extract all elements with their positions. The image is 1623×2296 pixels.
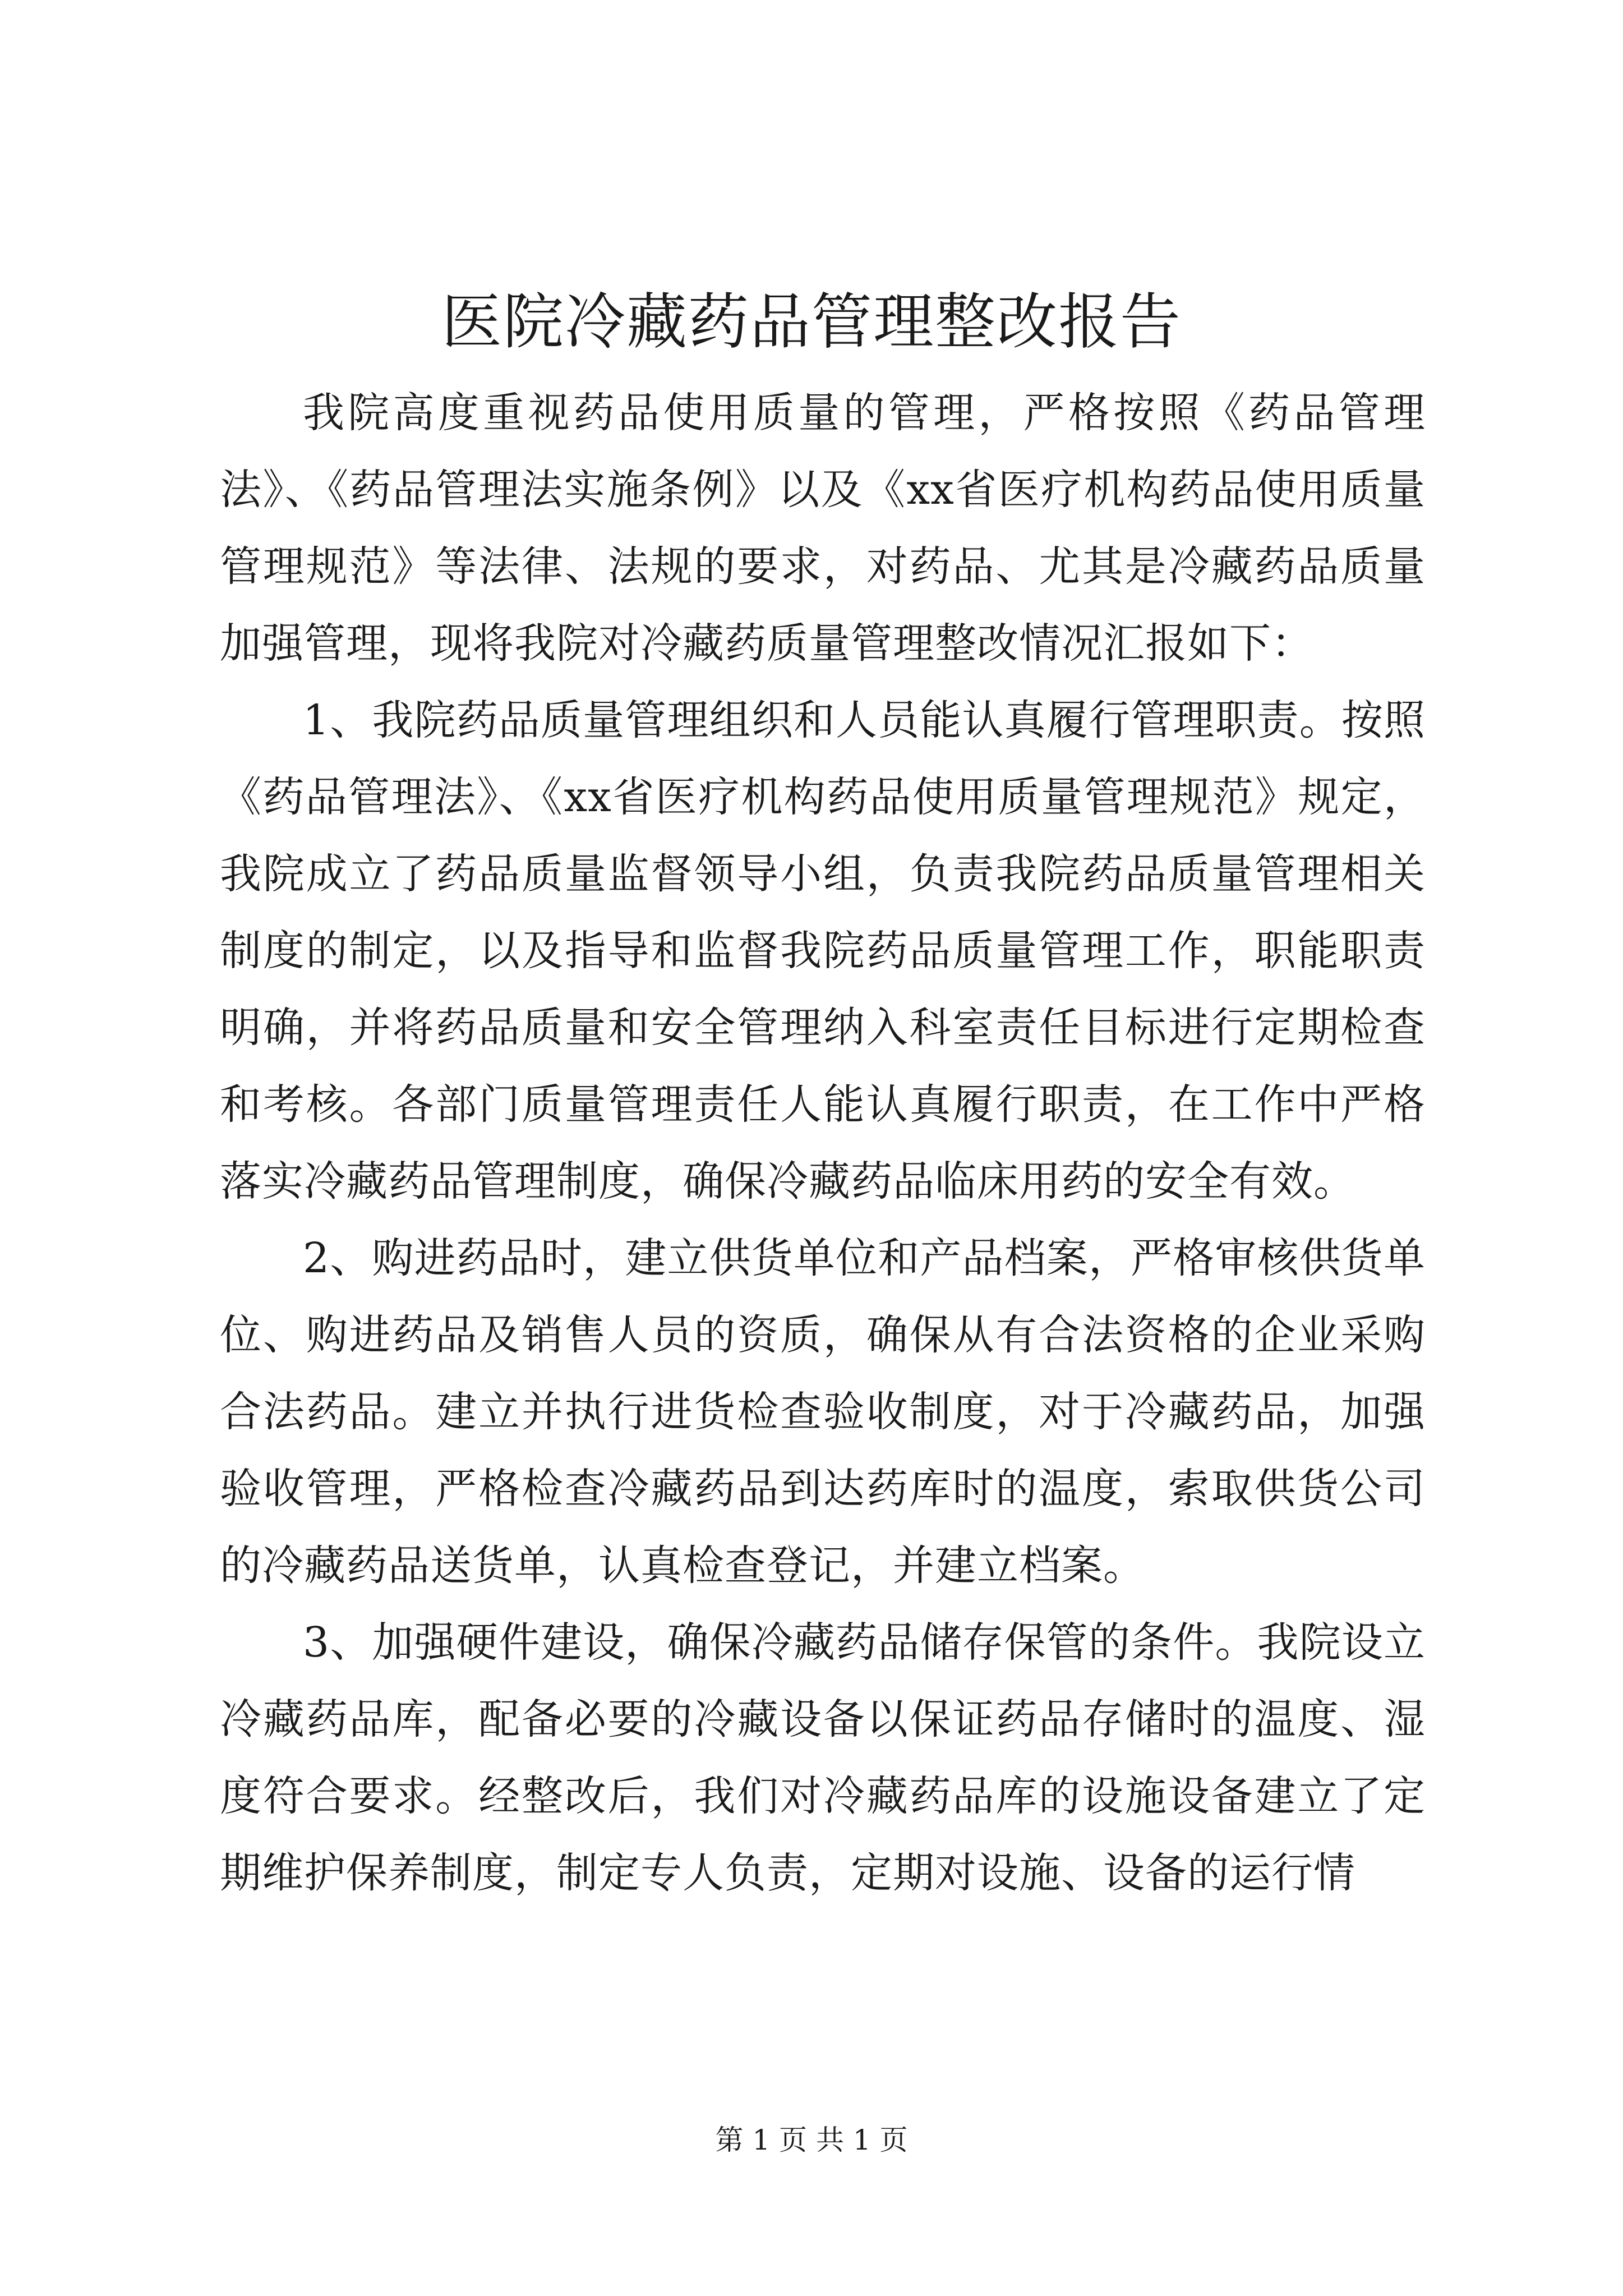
paragraph-item-1: 1、我院药品质量管理组织和人员能认真履行管理职责。按照《药品管理法》、《xx省医疗机构药品使用质量管理规范》规定，我院成立了药品质量监督领导小组，负责我院药品质量管理相关制度的制定，以及指导和监督我院药品质量管理工作，职能职责明确，并将药品质量和安全管理纳入科室责任目标进行定期检查和考核。各部门质量管理责任人能认真履行职责，在工作中严格落实冷藏药品管理制度，确保冷藏药品临床用药的安全有效。 — [220, 696, 1426, 1205]
document-body — [220, 375, 1426, 1912]
paragraph-intro: 我院高度重视药品使用质量的管理，严格按照《药品管理法》、《药品管理法实施条例》以及《xx省医疗机构药品使用质量管理规范》等法律、法规的要求，对药品、尤其是冷藏药品质量加强管理，现将我院对冷藏药质量管理整改情况汇报如下： — [220, 389, 1426, 668]
page-footer: 第 1 页 共 1 页 — [715, 2124, 908, 2156]
paragraph-item-2: 2、购进药品时，建立供货单位和产品档案，严格审核供货单位、购进药品及销售人员的资质，确保从有合法资格的企业采购合法药品。建立并执行进货检查验收制度，对于冷藏药品，加强验收管理，严格检查冷藏药品到达药库时的温度，索取供货公司的冷藏药品送货单，认真检查登记，并建立档案。 — [220, 1234, 1426, 1590]
paragraph-item-3: 3、加强硬件建设，确保冷藏药品储存保管的条件。我院设立冷藏药品库，配备必要的冷藏设备以保证药品存储时的温度、湿度符合要求。经整改后，我们对冷藏药品库的设施设备建立了定期维护保养制度，制定专人负责，定期对设施、设备的运行情 — [220, 1618, 1426, 1897]
document-title: 医院冷藏药品管理整改报告 — [441, 287, 1182, 357]
